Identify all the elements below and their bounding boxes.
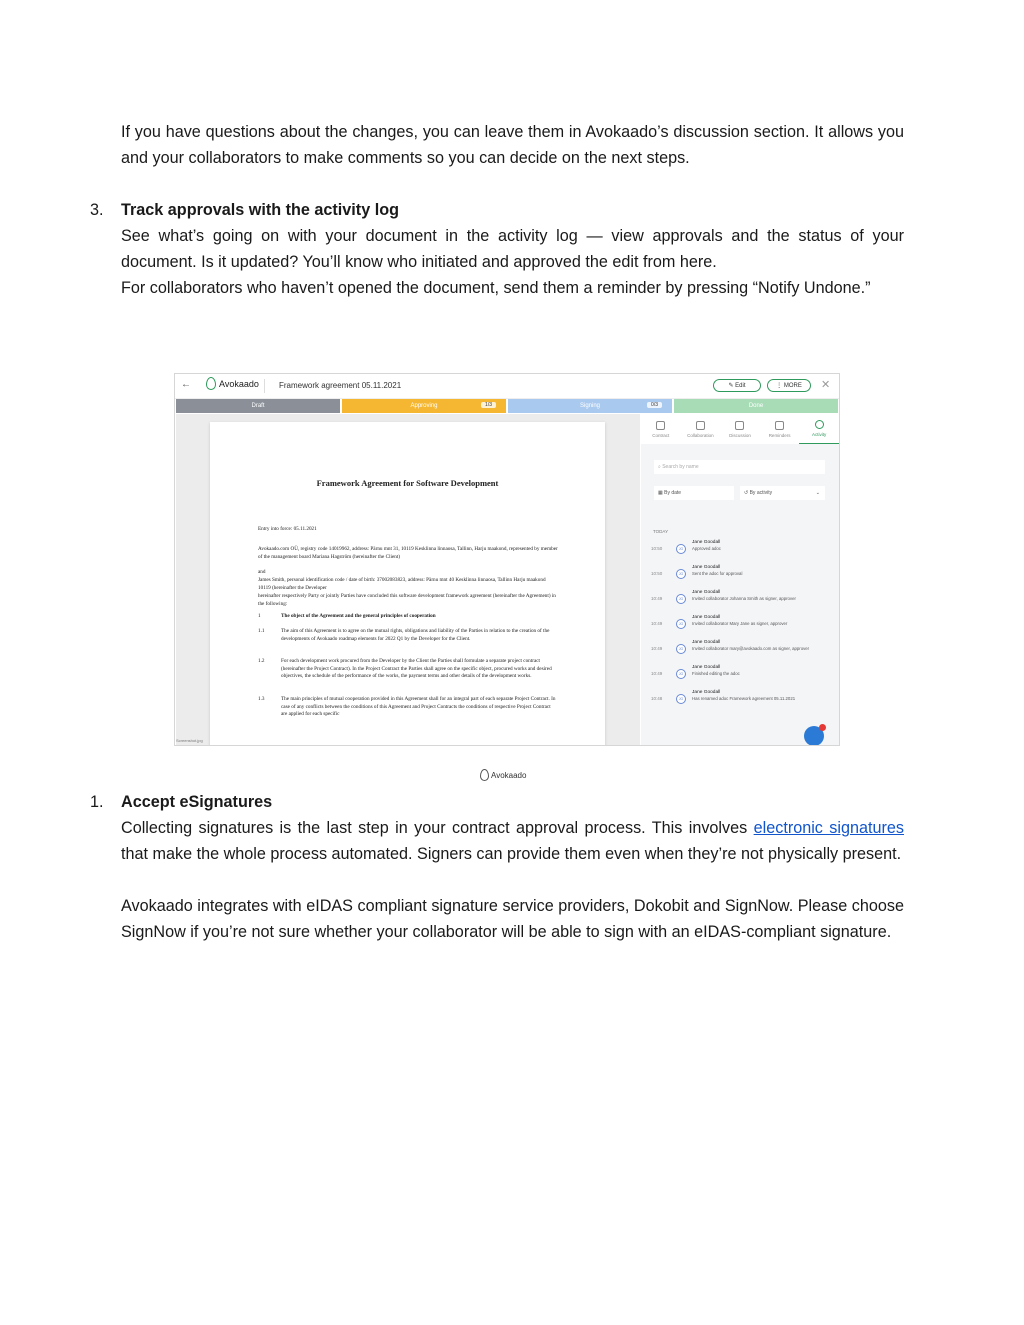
stage-approving[interactable] [342,399,506,413]
section1-paragraph-1 [121,815,904,867]
activity-description: Invited collaborator Johanna Smith as signer, approver [692,596,796,601]
section3-number: 3. [90,201,104,219]
chat-bubble-icon [735,421,744,430]
avokaado-logo-icon [206,377,216,390]
more-button[interactable] [767,379,811,392]
tab-label: Activity [812,432,827,437]
clause-number: 1.1 [258,628,265,634]
tab-contract[interactable] [641,414,681,444]
activity-user: Jane Goodall [692,640,721,645]
paragraph-text: Collecting signatures is the last step in your contract approval process. This involves [121,819,754,837]
intro-paragraph [121,119,904,171]
entry-date: Entry into force: 05.11.2021 [258,526,317,532]
date-filter-label: By date [664,490,682,496]
stage-label: Done [748,403,764,409]
section1-paragraph-2: Avokaado integrates with eIDAS compliant signature service providers, Dokobit and SignNow. Please choose SignNow if you’re not sure whether your collaborator will be able to sign with an eIDAS-compliant signature. [121,897,904,941]
activity-time: 10:50 [651,571,663,576]
party-client: Avokaado.com OÜ, registry code 14019962, address: Pärnu mnt 31, 10119 Kesklinna linnaosa, Tallinn, Harju maakond, represented by member of the management board Mariana Hagström (hereinafter the Client) [258,546,558,560]
section1-title: Accept eSignatures [121,793,273,811]
activity-description: Finished editing the adoc [692,671,740,676]
topbar-divider [264,379,265,393]
section1-number: 1. [90,793,104,811]
app-brand: Avokaado [219,378,259,389]
activity-user: Jane Goodall [692,665,721,670]
document-canvas [176,414,640,745]
chevron-down-icon: ⌄ [815,490,820,496]
activity-filter[interactable] [740,486,825,500]
notification-dot [819,724,826,731]
activity-entry [651,590,831,612]
activity-time: 10:49 [651,646,663,651]
activity-entry [651,565,831,587]
document-icon [656,421,665,430]
stage-done[interactable] [674,399,838,413]
activity-description: Invited collaborator mary@avokaado.com as signer, approver [692,646,810,651]
stage-label: Approving [410,403,438,409]
user-avatar: JG [676,594,686,604]
edit-button[interactable] [713,379,761,392]
activity-filter-label: By activity [749,490,773,496]
history-icon: ↺ [744,490,750,496]
caption-text: Avokaado [491,770,527,780]
today-label: TODAY [653,529,669,534]
activity-panel [641,414,839,745]
tab-reminders[interactable] [760,414,800,444]
tab-label: Collaboration [687,432,714,438]
calendar-icon: ▦ [658,490,665,496]
tab-discussion[interactable] [720,414,760,444]
party-developer: James Smith, personal identification code / date of birth: 37002083823, address: Pärnu mnt 40 Kesklinna linnaosa, Tallinn Harju maakond 10119 (hereinafter the Developer [258,577,546,591]
spacer [121,867,904,893]
activity-entry [651,690,831,712]
document-heading: Framework Agreement for Software Development [316,478,499,488]
stage-draft[interactable] [176,399,340,413]
clause-text: The main principles of mutual cooperation provided in this Agreement shall for an integral part of each separate Project Contract. In case of any conflicts between the conditions of this Agreement and Project Contracts the conditions of respective Project Contract are applied for each specific [281,696,556,717]
electronic-signatures-link[interactable]: electronic signatures [753,819,904,837]
activity-time: 10:49 [651,621,663,626]
document-title: Framework agreement 05.11.2021 [279,381,402,390]
activity-entry [651,640,831,662]
document-page [210,422,605,746]
tab-collaboration[interactable] [681,414,721,444]
stage-label: Signing [579,403,600,409]
section1-body [121,789,904,945]
clause-number: 1.3 [258,696,265,702]
edit-label: Edit [735,382,746,389]
activity-user: Jane Goodall [692,540,721,545]
activity-time: 10:49 [651,671,663,676]
parties-text: hereinafter respectively Party or jointly Parties have concluded this software development framework agreement (hereinafter the Agreement) in the following: [258,593,556,607]
stage-label: Draft [251,403,265,409]
close-icon[interactable]: ✕ [821,379,831,391]
paragraph-text: that make the whole process automated. Signers can provide them even when they’re not physically present. [121,845,902,863]
back-arrow-icon[interactable]: ← [181,379,191,390]
app-topbar [175,374,839,399]
search-icon: ⌕ [658,464,663,470]
activity-time: 10:50 [651,546,663,551]
user-avatar: JG [676,694,686,704]
stage-count: 1/3 [481,402,496,408]
tab-label: Reminders [768,432,791,438]
workflow-stages [176,399,838,413]
user-avatar: JG [676,619,686,629]
clause-text: For each development work procured from the Developer by the Client the Parties shall formulate a separate project contract (hereinafter the Project Contract). In the Project Contract the Parties shall agree on the specific object, procured works and desired objectives, the schedule of the performance of the works, the payment terms and other details of the development works. [281,658,552,679]
pencil-icon: ✎ [728,383,736,389]
clause-number: 1.2 [258,658,265,664]
section3-paragraph-2: For collaborators who haven’t opened the document, send them a reminder by pressing “Notify Undone.” [121,279,871,297]
section3-title: Track approvals with the activity log [121,201,399,219]
activity-user: Jane Goodall [692,690,721,695]
activity-user: Jane Goodall [692,590,721,595]
people-icon [696,421,705,430]
search-input[interactable] [654,460,825,474]
and-text: and [258,569,266,575]
activity-user: Jane Goodall [692,565,721,570]
activity-time: 10:48 [651,696,663,701]
tab-activity[interactable] [799,414,839,444]
clause-heading: The object of the Agreement and the general principles of cooperation [281,613,436,619]
activity-user: Jane Goodall [692,615,721,620]
section3-paragraph-1: See what’s going on with your document in the activity log — view approvals and the status of your document. Is it updated? You’ll know who initiated and approved the edit from here. [121,227,904,271]
tab-label: Discussion [729,432,751,438]
user-avatar: JG [676,569,686,579]
activity-description: Has renamed adoc Framework agreement 05.11.2021 [692,696,796,701]
bell-icon [775,421,784,430]
intro-text: If you have questions about the changes, you can leave them in Avokaado’s discussion section. It allows you and your collaborators to make comments so you can decide on the next steps. [121,123,904,167]
activity-time: 10:49 [651,596,663,601]
section3-body [121,197,904,301]
app-screenshot [174,373,840,746]
image-filename: Screenshot.jpg [176,738,203,743]
panel-tabs [641,414,839,444]
stage-count: 0/3 [647,402,662,408]
activity-entry [651,540,831,562]
activity-icon [815,420,824,429]
activity-description: Sent the adoc for approval [692,571,743,576]
image-caption [480,769,526,781]
date-filter[interactable] [654,486,734,500]
activity-entry [651,665,831,687]
user-avatar: JG [676,644,686,654]
more-label: ⋮ MORE [776,383,802,389]
avokaado-logo-icon [480,769,489,781]
activity-description: Approved adoc [692,546,721,551]
user-avatar: JG [676,669,686,679]
user-avatar: JG [676,544,686,554]
chat-button[interactable] [804,726,824,746]
clause-text: The aim of this Agreement is to agree on the mutual rights, obligations and liability of the Parties in relation to the creation of the developments of Avokaado roadmap elements for 2022 Q1 by the Developer for the Client. [281,628,550,642]
clause-number: 1 [258,613,261,619]
tab-label: Contract [652,432,670,438]
stage-signing[interactable] [508,399,672,413]
app-logo [206,377,259,390]
activity-description: Invited collaborator Mary Jane as signer, approver [692,621,788,626]
search-placeholder: Search by name [662,464,699,470]
activity-entry [651,615,831,637]
